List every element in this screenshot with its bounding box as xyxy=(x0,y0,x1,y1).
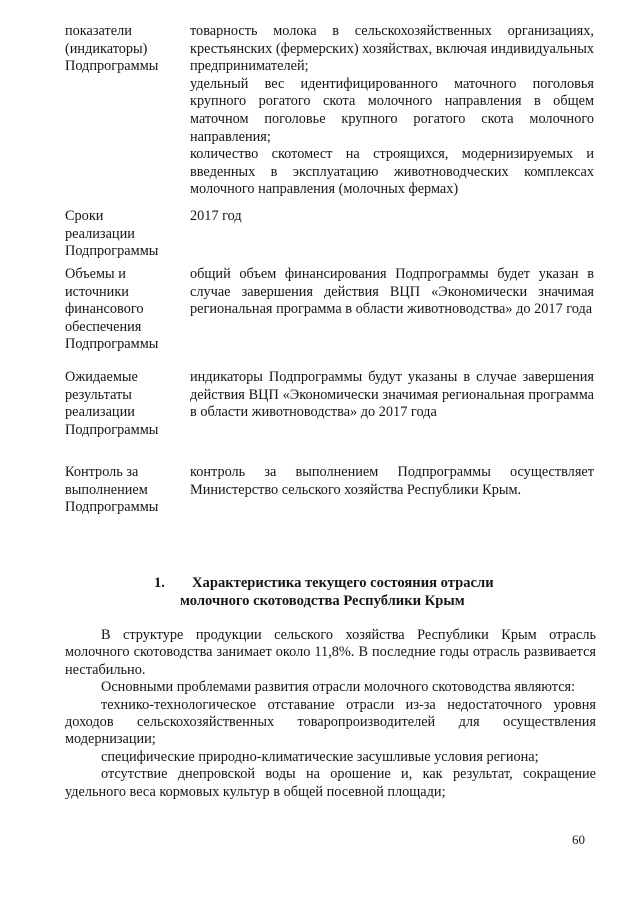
body-paragraph: технико-технологическое отставание отрасли из-за недостаточного уровня доходов сельскохозяйственных товаропроизводителей для осуществления модернизации; xyxy=(65,696,596,748)
row-label: Сроки реализации Подпрограммы xyxy=(65,208,159,260)
row-paragraph: 2017 год xyxy=(190,208,242,224)
body-paragraph: В структуре продукции сельского хозяйства Республики Крым отрасль молочного скотоводства занимает около 11,8%. В последние годы отрасль развивается нестабильно. xyxy=(65,627,596,678)
row-value xyxy=(190,208,594,226)
row-paragraph: товарность молока в сельскохозяйственных организациях, крестьянских (фермерских) хозяйствах, включая индивидуальных предпринимателей; xyxy=(190,23,594,75)
row-paragraph: контроль за выполнением Подпрограммы осуществляет Министерство сельского хозяйства Республики Крым. xyxy=(190,464,594,498)
row-paragraph: общий объем финансирования Подпрограммы будет указан в случае завершения действия ВЦП «Экономически значимая региональная программа в области животноводства» до 2017 года xyxy=(190,266,594,318)
row-paragraph: удельный вес идентифицированного маточного поголовья крупного рогатого скота молочного направления в общем маточном поголовье крупного рогатого скота молочного направления; xyxy=(190,75,594,145)
body-paragraph: специфические природно-климатические засушливые условия региона; xyxy=(101,748,539,765)
body-paragraph: Основными проблемами развития отрасли молочного скотоводства являются: xyxy=(101,679,576,696)
section-title-line: Характеристика текущего состояния отрасли xyxy=(192,575,494,591)
section-title-line: молочного скотоводства Республики Крым xyxy=(180,593,465,609)
row-paragraph: индикаторы Подпрограммы будут указаны в случае завершения действия ВЦП «Экономически значимая региональная программа в области животноводства» до 2017 года xyxy=(190,369,594,421)
section-number: 1. xyxy=(154,575,165,591)
row-value xyxy=(190,464,594,499)
row-value xyxy=(190,369,594,422)
row-label: Ожидаемые результаты реализации Подпрограммы xyxy=(65,369,159,438)
body-paragraph: отсутствие днепровской воды на орошение и, как результат, сокращение удельного веса кормовых культур в общей посевной площади; xyxy=(65,766,596,800)
row-label: Объемы и источники финансового обеспечения Подпрограммы xyxy=(65,266,159,353)
page-number: 60 xyxy=(572,832,585,847)
row-value xyxy=(190,23,594,199)
row-label: показатели (индикаторы) Подпрограммы xyxy=(65,23,159,75)
row-value xyxy=(190,266,594,319)
row-label: Контроль за выполнением Подпрограммы xyxy=(65,464,159,516)
section-body xyxy=(65,627,596,801)
row-paragraph: количество скотомест на строящихся, модернизируемых и введенных в эксплуатацию животноводческих комплексах молочного направления (молочных фермах) xyxy=(190,146,594,198)
